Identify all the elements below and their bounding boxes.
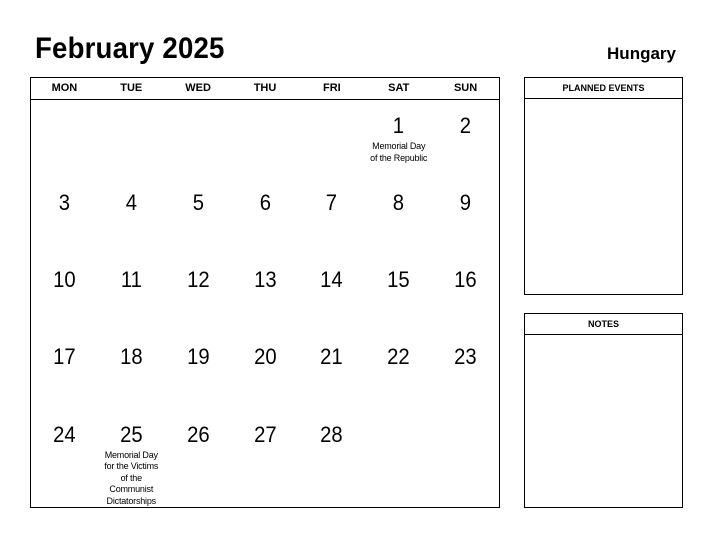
day-cell-14 [298, 254, 365, 331]
notes-header: NOTES [525, 314, 682, 335]
day-cell-1 [365, 100, 432, 177]
weekday-mon: MON [51, 82, 78, 94]
day-cell-16 [432, 254, 499, 331]
day-number: 24 [53, 421, 76, 447]
day-cell-3 [31, 177, 98, 254]
day-cell-8 [365, 177, 432, 254]
day-number: 26 [186, 421, 210, 447]
day-cell-7 [298, 177, 365, 254]
weekday-wed: WED [185, 82, 211, 94]
day-number: 14 [320, 267, 344, 293]
day-number: 5 [192, 190, 204, 216]
day-number: 9 [459, 190, 472, 216]
country-label: Hungary [607, 44, 676, 63]
day-cell-22 [365, 331, 432, 408]
day-cell-4 [98, 177, 165, 254]
day-number: 3 [58, 190, 71, 216]
day-cell-15 [365, 254, 432, 331]
day-cell-5 [165, 177, 232, 254]
day-cell-6 [232, 177, 299, 254]
day-number: 16 [454, 267, 477, 293]
planned-events-header: PLANNED EVENTS [525, 78, 682, 99]
day-number: 19 [186, 344, 210, 370]
day-number: 10 [53, 267, 76, 293]
day-number: 25 [120, 421, 143, 447]
day-cell-23 [432, 331, 499, 408]
notes-panel [524, 313, 683, 508]
weekday-sun: SUN [453, 82, 478, 94]
day-number: 13 [253, 267, 277, 293]
day-number: 28 [320, 421, 344, 447]
day-number: 23 [454, 344, 477, 370]
day-cell-20 [232, 331, 299, 408]
day-cell-17 [31, 331, 98, 408]
day-cell-19 [165, 331, 232, 408]
day-number: 27 [253, 421, 277, 447]
day-number: 12 [186, 267, 210, 293]
day-cell-26 [165, 409, 232, 508]
day-cell-28 [298, 409, 365, 508]
weekday-tue: TUE [120, 82, 143, 94]
day-cell-25 [98, 409, 165, 508]
day-cell-empty [432, 409, 499, 508]
day-cell-27 [232, 409, 299, 508]
days-grid [31, 100, 499, 507]
day-number: 1 [393, 113, 405, 138]
day-cell-9 [432, 177, 499, 254]
day-number: 22 [387, 344, 410, 370]
day-cell-10 [31, 254, 98, 331]
day-cell-empty [298, 100, 365, 177]
day-cell-empty [232, 100, 299, 177]
planned-events-panel [524, 77, 683, 295]
day-number: 20 [253, 344, 277, 370]
day-number: 17 [53, 344, 76, 370]
weekday-header-row [31, 78, 499, 100]
day-number: 21 [320, 344, 344, 370]
day-cell-empty [365, 409, 432, 508]
day-cell-empty [31, 100, 98, 177]
day-cell-18 [98, 331, 165, 408]
day-number: 2 [459, 113, 472, 138]
holiday-label: Memorial Day for the Victims of the Communist Dictatorships [104, 449, 159, 506]
day-cell-12 [165, 254, 232, 331]
day-number: 18 [120, 344, 143, 370]
day-number: 6 [259, 190, 271, 216]
day-cell-21 [298, 331, 365, 408]
day-number: 11 [120, 267, 142, 293]
weekday-sat: SAT [388, 82, 410, 94]
day-cell-11 [98, 254, 165, 331]
holiday-label: Memorial Day of the Republic [370, 141, 428, 163]
day-cell-24 [31, 409, 98, 508]
page-title: February 2025 [35, 32, 225, 65]
day-number: 4 [125, 190, 137, 216]
day-cell-2 [432, 100, 499, 177]
day-cell-empty [98, 100, 165, 177]
day-number: 15 [387, 267, 410, 293]
day-cell-13 [232, 254, 299, 331]
weekday-thu: THU [253, 82, 277, 94]
calendar-grid [30, 77, 500, 508]
day-cell-empty [165, 100, 232, 177]
weekday-fri: FRI [322, 82, 341, 94]
day-number: 8 [393, 190, 405, 216]
day-number: 7 [326, 190, 338, 216]
